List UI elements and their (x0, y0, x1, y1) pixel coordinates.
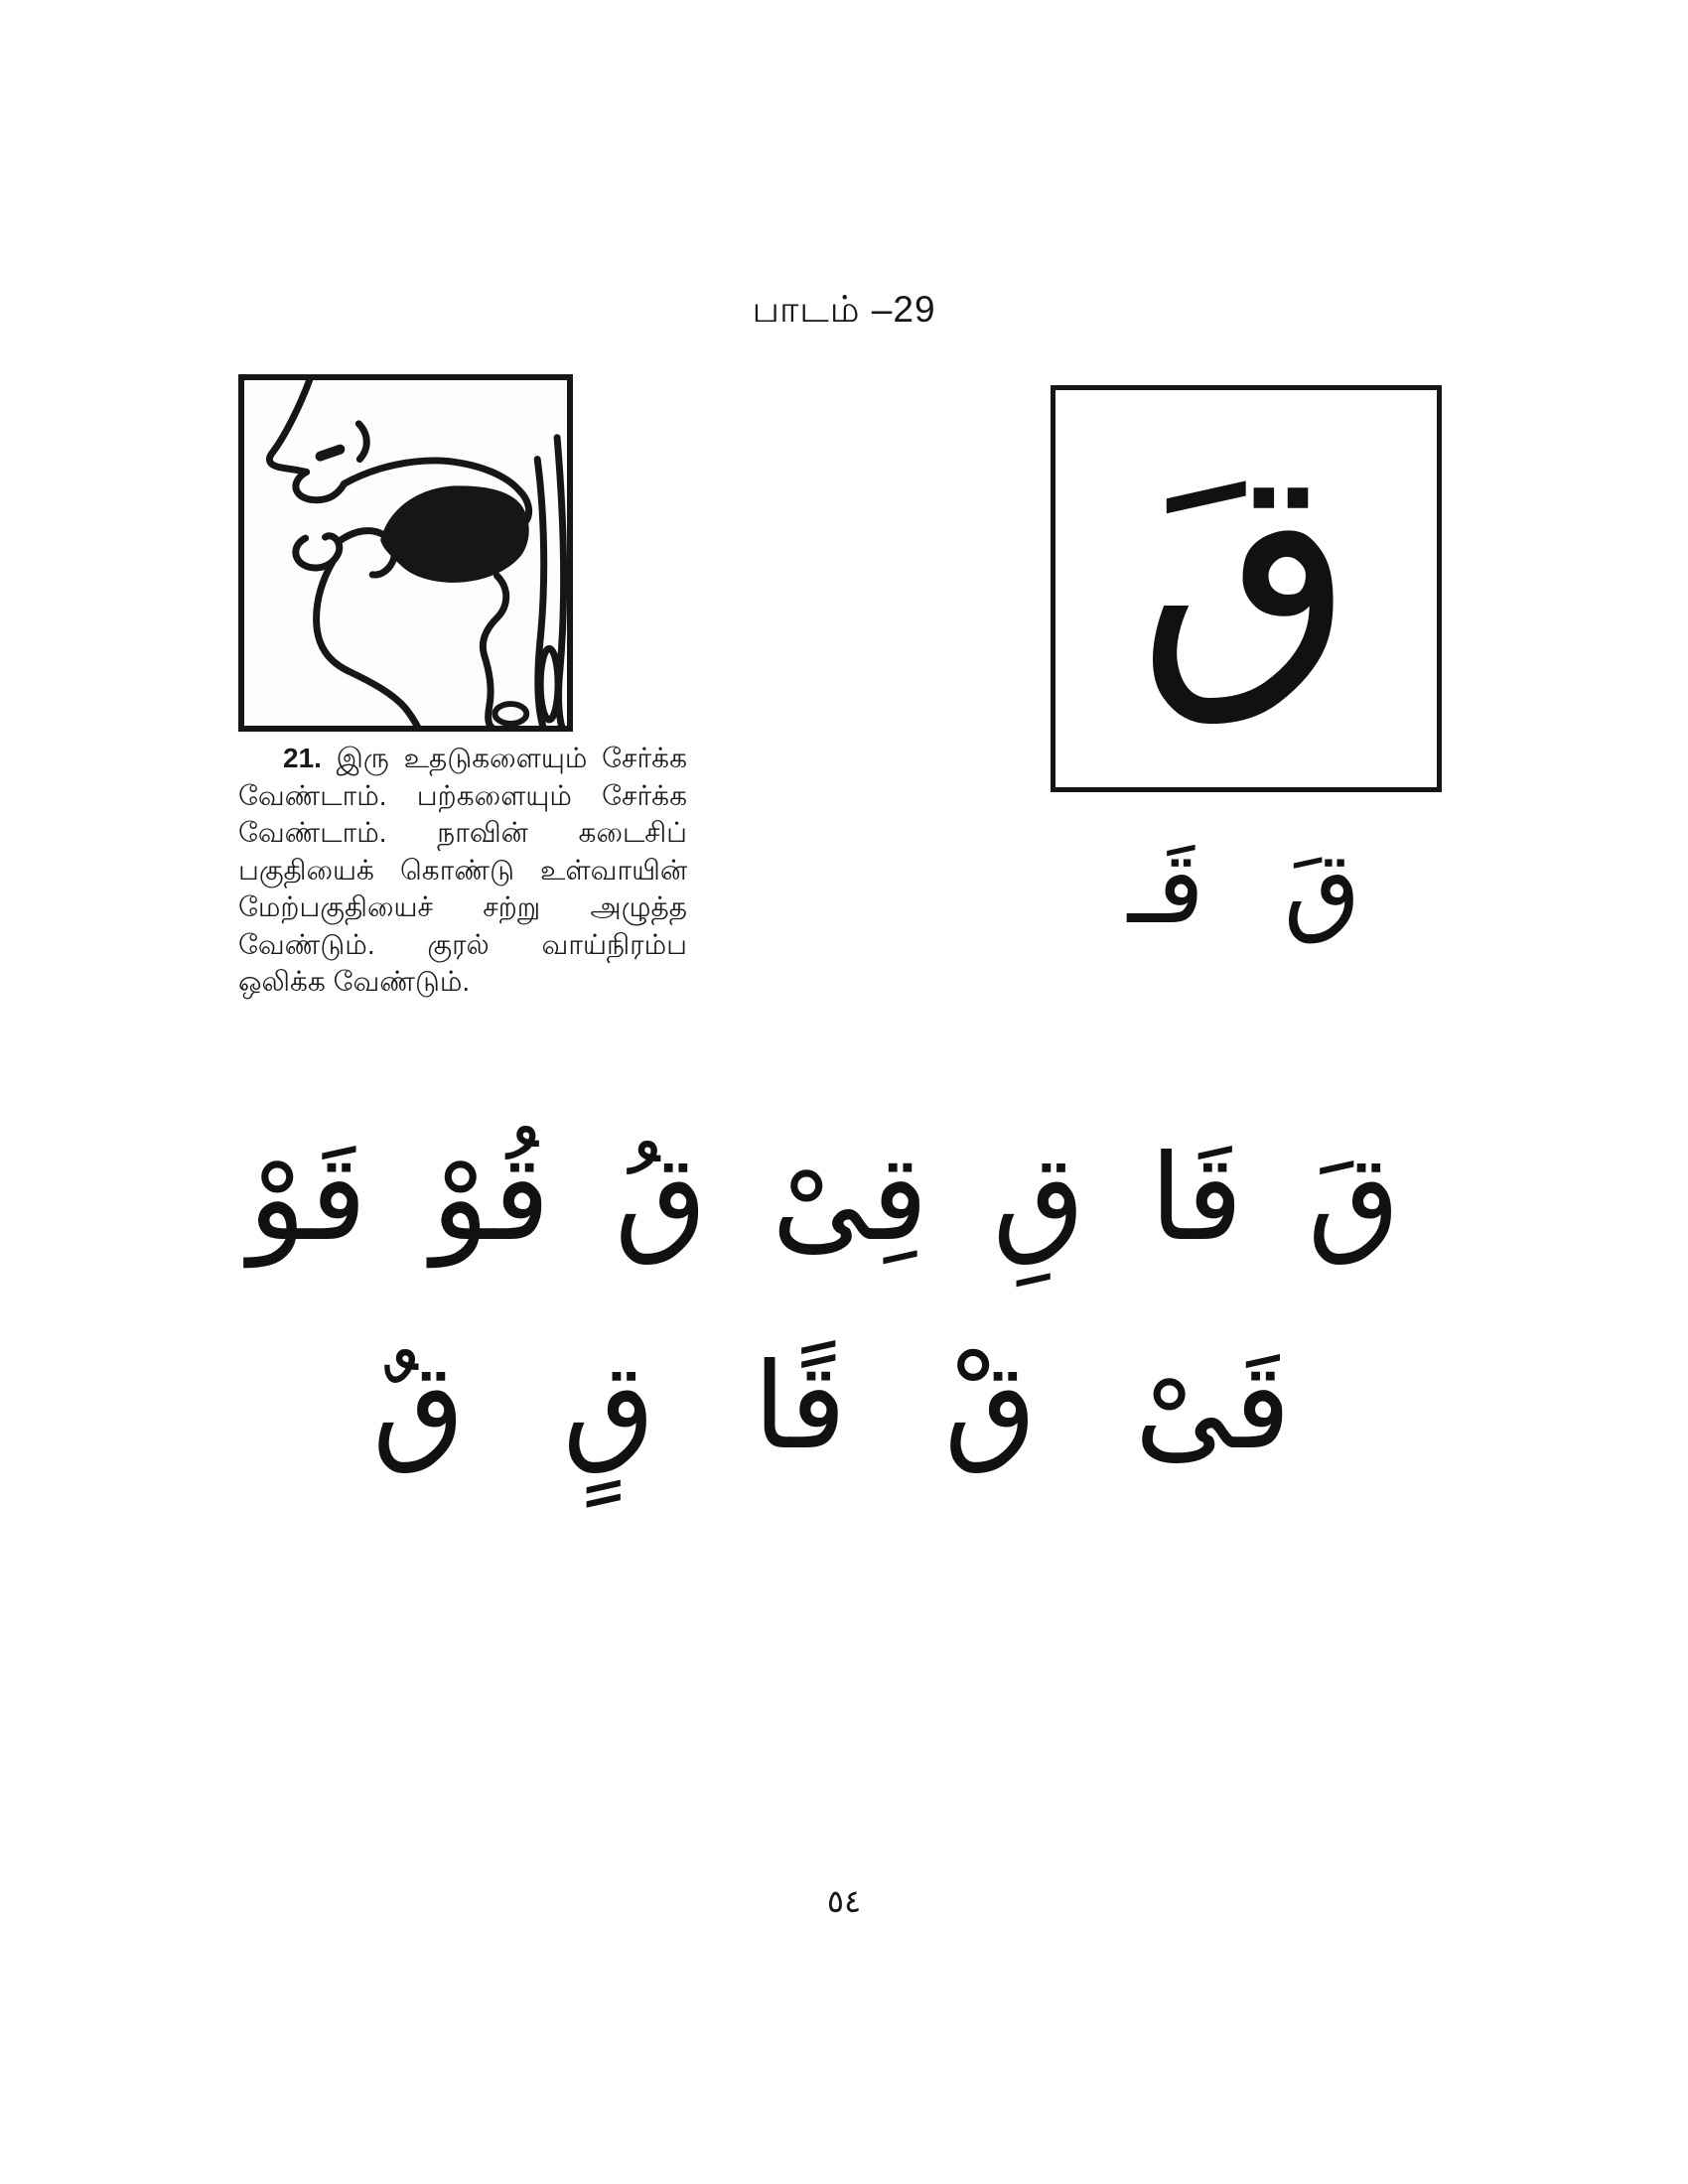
practice-syllable: قَا (1149, 1130, 1243, 1268)
instruction-paragraph (238, 740, 687, 1001)
letter-form-initial: قَـ (1127, 830, 1204, 946)
nose-profile-line (269, 380, 309, 472)
letter-form-isolated: قَ (1283, 830, 1361, 946)
instruction-number: 21. (283, 743, 322, 773)
practice-syllable: قِىْ (772, 1130, 928, 1268)
practice-row-2 (372, 1308, 1291, 1507)
mouth-diagram (238, 374, 573, 732)
page-number: ٥٤ (826, 1882, 862, 1920)
letter-box (1051, 385, 1442, 792)
practice-syllable: قًا (753, 1338, 847, 1476)
practice-syllable: قَوْ (248, 1130, 367, 1268)
practice-syllable: قِ (992, 1130, 1085, 1268)
practice-syllable: قَ (1307, 1130, 1400, 1268)
mouth-diagram-drawing (244, 380, 567, 726)
practice-syllable: قَىْ (1134, 1338, 1291, 1476)
practice-syllable: قُوْ (431, 1130, 550, 1268)
practice-row-1 (248, 1100, 1400, 1298)
page-title: பாடம் –29 (752, 289, 936, 330)
instruction-text: இரு உதடுகளையும் சேர்க்க வேண்டாம். பற்களையும் சேர்க்க வேண்டாம். நாவின் கடைசிப் பகுதியைக் கொண்டு உள்வாயின் மேற்பகுதியைச் சற்று அழுத்த வேண்டும். குரல் வாய்நிரம்ப ஒலிக்க வேண்டும். (238, 743, 687, 997)
nostril-mark (321, 450, 341, 457)
practice-syllable: قٌ (372, 1338, 466, 1476)
practice-syllable: قٍ (562, 1338, 655, 1476)
palate-line (344, 461, 519, 490)
practice-syllable: قْ (943, 1338, 1038, 1476)
vertebra-shape (540, 648, 558, 720)
practice-syllable: قُ (614, 1130, 708, 1268)
upper-lip-line (296, 473, 344, 500)
letter-forms-row (1051, 794, 1438, 963)
arabic-letter-qaf: قَ (1138, 407, 1354, 731)
nose-wing-line (358, 424, 366, 460)
tongue-body-fill (380, 485, 529, 583)
chin-jaw-line (317, 561, 418, 726)
larynx-shape (494, 704, 526, 724)
